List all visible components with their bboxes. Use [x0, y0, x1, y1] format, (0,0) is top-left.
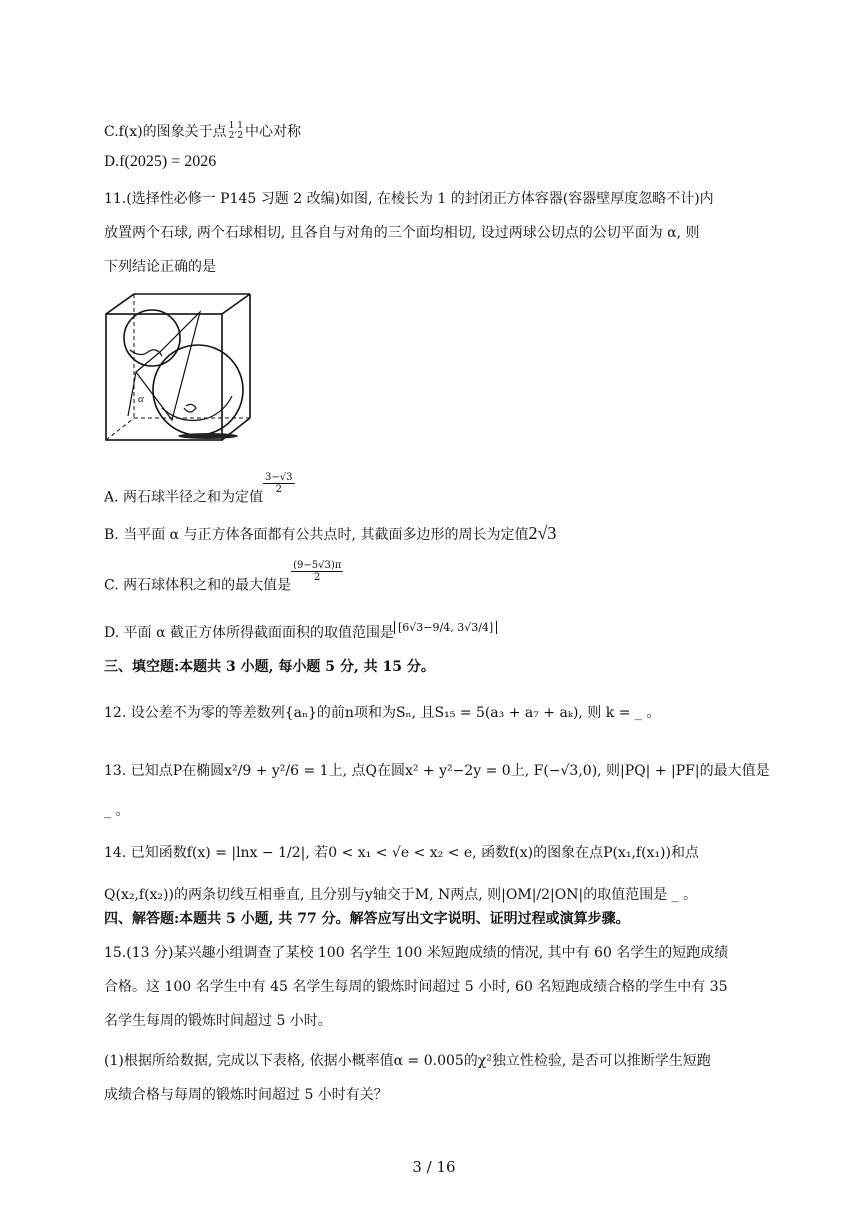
q11-option-a	[104, 472, 295, 509]
option-c-num: (9−5√3)π	[293, 560, 342, 571]
q15-line3: 名学生每周的锻炼时间超过 5 小时。	[104, 1013, 332, 1029]
option-c-q10	[104, 122, 301, 142]
option-c-den: 2	[314, 572, 321, 583]
option-c-text: C.f(x)的图象关于点	[104, 123, 227, 140]
cube-spheres-figure	[100, 290, 260, 450]
section4-heading: 四、解答题:本题共 5 小题, 共 77 分。解答应写出文字说明、证明过程或演算步骤。	[104, 911, 630, 927]
q11-line3: 下列结论正确的是	[104, 259, 216, 275]
q13-line1: 13. 已知点P在椭圆x²/9 + y²/6 = 1上, 点Q在圆x² + y²−2y = 0上, F(−√3,0), 则|PQ| + |PF|的最大值是	[104, 763, 770, 779]
option-b-value: 2√3	[528, 523, 557, 543]
q15-sub1-line2: 成绩合格与每周的锻炼时间超过 5 小时有关？	[104, 1087, 388, 1103]
q12: 12. 设公差不为零的等差数列{aₙ}的前n项和为Sₙ, 且S₁₅ = 5(a₃ + a₇ + aₖ), 则 k = _ 。	[104, 705, 661, 721]
point-frac-top: 1 1	[228, 121, 243, 131]
point-fraction	[227, 122, 245, 142]
option-c-fraction	[291, 560, 343, 583]
q14-line2: Q(x₂,f(x₂))的两条切线互相垂直, 且分别与y轴交于M, N两点, 则|OM|/2|ON|的取值范围是 _ 。	[104, 887, 698, 903]
q14-line1: 14. 已知函数f(x) = |lnx − 1/2|, 若0 < x₁ < √e < x₂ < e, 函数f(x)的图象在点P(x₁,f(x₁))和点	[104, 845, 699, 861]
option-a-den: 2	[275, 484, 282, 495]
plane-alpha-label: α	[138, 393, 144, 405]
option-d-label: D.	[104, 154, 120, 170]
point-frac-bottom: 2’2	[228, 130, 243, 141]
q11-line2: 放置两个石球, 两个石球相切, 且各自与对角的三个面均相切, 设过两球公切点的公切平面为 α, 则	[104, 225, 700, 241]
section3-heading: 三、填空题:本题共 3 小题, 每小题 5 分, 共 15 分。	[104, 659, 435, 675]
option-d-range: [6√3−9/4, 3√3/4]	[394, 621, 497, 634]
option-a-num: 3−√3	[265, 472, 293, 483]
option-d11-text: D. 平面 α 截正方体所得截面面积的取值范围是	[104, 625, 394, 641]
option-d-q10	[104, 154, 216, 170]
q11-line1: 11.(选择性必修一 P145 习题 2 改编)如图, 在棱长为 1 的封闭正方体容器(容器壁厚度忽略不计)内	[104, 191, 714, 207]
option-c-suffix: 中心对称	[245, 123, 301, 140]
option-b-text: B. 当平面 α 与正方体各面都有公共点时, 其截面多边形的周长为定值	[104, 527, 529, 543]
option-c11-text: C. 两石球体积之和的最大值是	[104, 577, 292, 594]
option-a-fraction	[263, 472, 294, 495]
q15-sub1-line1: (1)根据所给数据, 完成以下表格, 依据小概率值α = 0.005的χ²独立性检验, 是否可以推断学生短跑	[104, 1053, 711, 1069]
q11-option-d	[104, 621, 497, 641]
page-number: 3 / 16	[412, 1158, 456, 1176]
q13-line2: _ 。	[104, 803, 130, 819]
q15-line1: 15.(13 分)某兴趣小组调查了某校 100 名学生 100 米短跑成绩的情况, 其中有 60 名学生的短跑成绩	[104, 945, 729, 961]
option-a-text: A. 两石球半径之和为定值	[104, 489, 264, 506]
q15-line2: 合格。这 100 名学生中有 45 名学生每周的锻炼时间超过 5 小时, 60 名短跑成绩合格的学生中有 35	[104, 979, 728, 995]
q11-option-b	[104, 524, 556, 542]
option-d-expr: f(2025) = 2026	[119, 153, 217, 170]
